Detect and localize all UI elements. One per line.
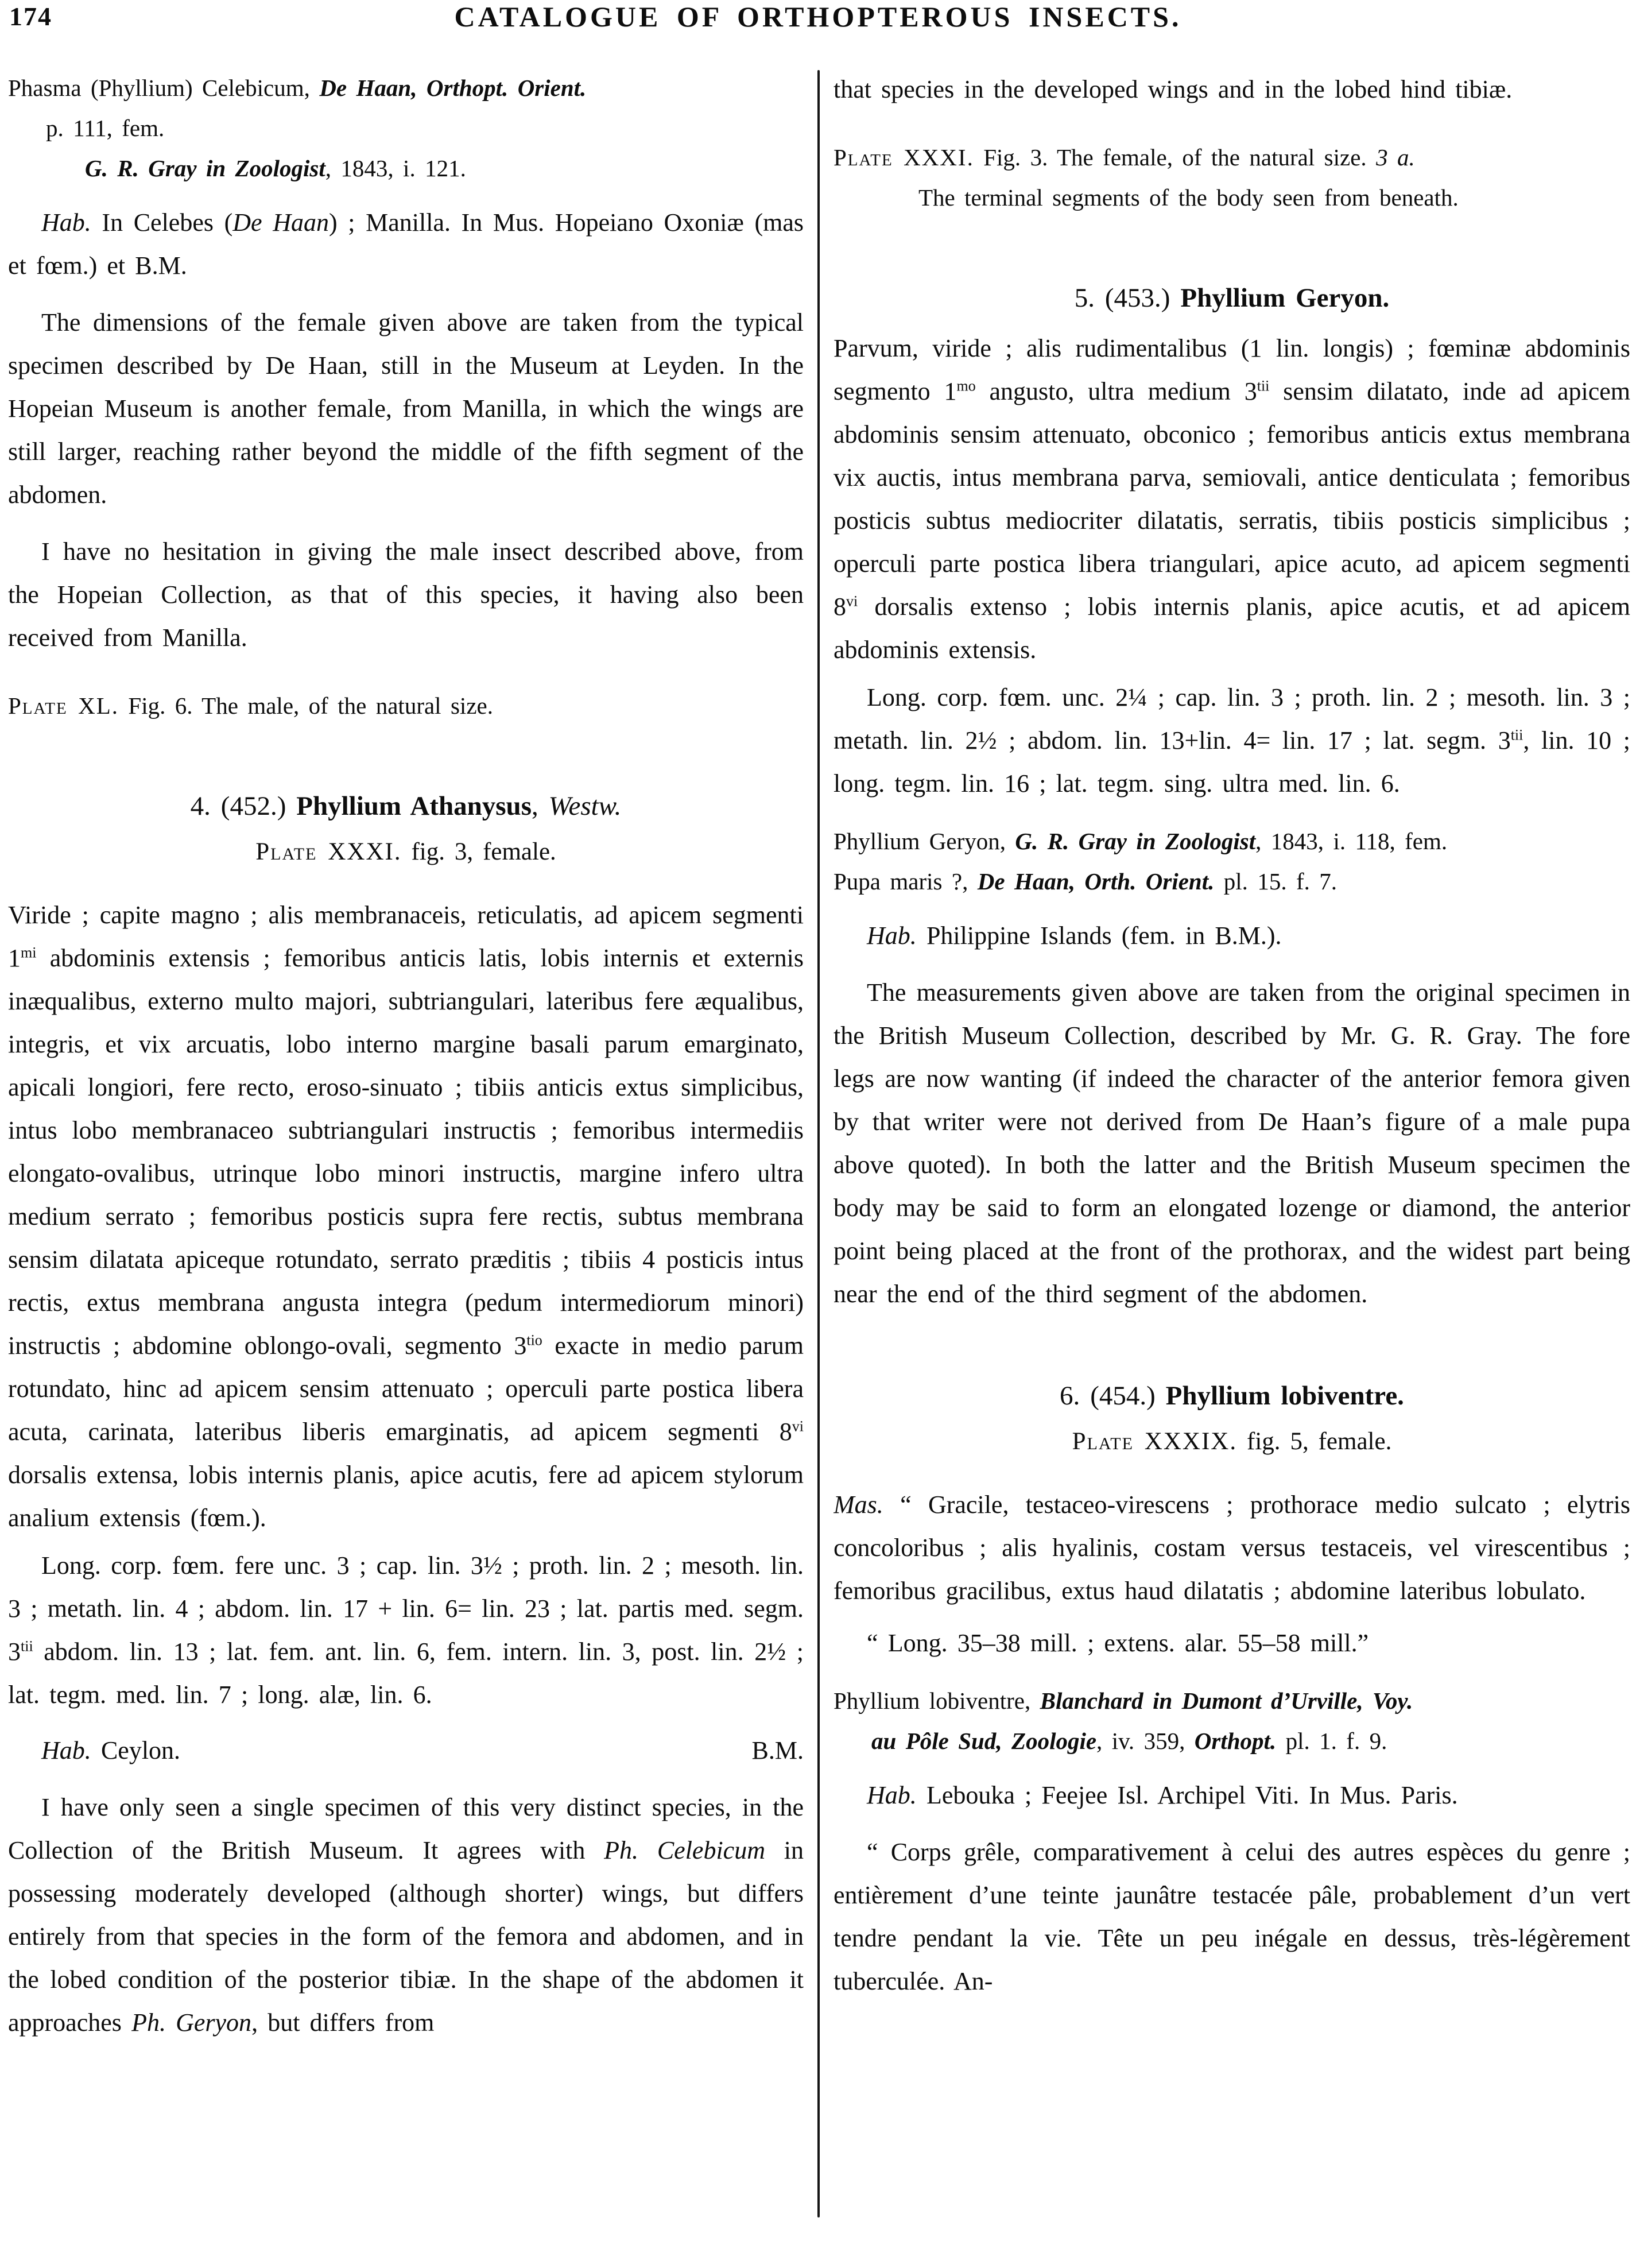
text-run: Ph. Geryon [131,2008,252,2037]
text-run: The measurements given above are taken from the original specimen in the British Museum Collection, described by Mr. G. R. Gray. The fore legs are now wanting (if indeed the character of the anterior femora given by that writer were not derived from De Haan’s figure of a male pupa above quoted). In both the latter and the British Museum specimen the body may be said to form an elongated lozenge or diamond, the anterior point being placed at the front of the prothorax, and the widest part being near the end of the third segment of the abdomen. [833,978,1630,1308]
plate-xxxix-subheading [833,1425,1630,1459]
text-run: I have only seen a single specimen of this very distinct species, in the Collection of the British Museum. It agrees with [8,1793,804,1864]
text-run: p. 111, fem. [46,115,165,141]
text-run: In Celebes ( [91,208,233,237]
paragraph-no-hesitation [8,530,804,659]
latin-description-geryon [833,327,1630,671]
latin-description-athanysus [8,893,804,1539]
text-run: Westw. [548,791,622,821]
page-number: 174 [9,2,52,31]
text-run: 5. (453.) [1074,283,1181,313]
text-run: Fig. 6. The male, of the natural size. [119,692,493,719]
text-run: mo [956,377,976,394]
text-run: Plate XXXI. [833,144,974,171]
citation-pupa-maris [833,861,1630,901]
text-run: Long. corp. fœm. unc. 2¼ ; cap. lin. 3 ; proth. lin. 2 ; mesoth. lin. 3 ; metath. lin. 2½ ; abdom. lin. 13+lin. 4= lin. 17 ; lat. segm. 3 [833,683,1630,754]
text-run: Phyllium lobiventre, [833,1688,1040,1714]
text-run: Fig. 3. The female, of the natural size. [974,144,1377,171]
text-run: Blanchard in Dumont d’Urville, Voy. [1040,1688,1413,1714]
text-run: Phasma (Phyllium) Celebicum, [8,75,320,101]
plate-xl-caption [8,686,804,726]
paragraph-continuation [833,68,1630,111]
species-heading-453 [833,280,1630,316]
habitat-philippines [833,914,1630,957]
measurements-athanysus [8,1544,804,1716]
species-heading-454 [833,1377,1630,1414]
text-run: Mas. [833,1491,883,1519]
text-run: Plate XXXIX. [1072,1428,1238,1455]
text-run: Plate XXXI. [255,838,402,865]
paragraph-dimensions [8,301,804,516]
text-run: Hab. [41,208,91,237]
text-run: in possessing moderately developed (although shorter) wings, but differs entirely from that species in the form of the femora and abdomen, and in the lobed condition of the posterior tibiæ. In the shape of the abdomen it approaches [8,1836,804,2037]
plate-xxxi-subheading [8,835,804,869]
text-run: , 1843, i. 121. [325,155,466,181]
text-run: Long. corp. fœm. fere unc. 3 ; cap. lin. 3½ ; proth. lin. 2 ; mesoth. lin. 3 ; metath. lin. 4 ; abdom. lin. 17 + lin. 6= lin. 23 ; lat. partis med. segm. 3 [8,1551,804,1666]
citation-phasma-celebicum [8,68,804,148]
text-run: Ph. Celebicum [604,1836,765,1864]
text-run: Phyllium Geryon, [833,828,1015,854]
text-run: , 1843, i. 118, fem. [1255,828,1448,854]
text-run: dorsalis extensa, lobis internis planis, apice acutis, fere ad apicem stylorum analium extensis (fœm.). [8,1461,804,1532]
measurements-lobiventre-quote [833,1621,1630,1665]
text-run: The terminal segments of the body seen from beneath. [918,184,1459,211]
habitat-ceylon [8,1729,804,1772]
text-run: 4. (452.) [190,791,297,821]
paragraph-mas-gracile [833,1483,1630,1612]
text-run: fig. 3, female. [401,838,556,865]
text-run: G. R. Gray in Zoologist [1015,828,1256,854]
text-run: pl. 15. f. 7. [1214,868,1338,895]
left-column [8,68,804,2261]
museum-abbrev: B.M. [751,1736,804,1764]
text-run: exacte in medio parum rotundato, hinc ad apicem sensim attenuato ; operculi parte postica libera acuta, carinata, lateribus liberis emarginatis, ad apicem segmenti 8 [8,1332,804,1446]
measurements-geryon [833,676,1630,805]
right-column [833,68,1630,2261]
text-run: Philippine Islands (fem. in B.M.). [916,922,1282,950]
text-run: Phyllium Geryon. [1180,283,1390,313]
text-run: De Haan, Orthopt. Orient. [319,75,587,101]
text-run: vi [846,593,858,610]
text-run: Parvum, viride ; alis rudimentalibus (1 lin. longis) ; fœminæ abdominis segmento 1 [833,334,1630,405]
text-run: Orthopt. [1194,1728,1277,1754]
text-run: I have no hesitation in giving the male insect described above, from the Hopeian Collection, as that of this species, it having also been received from Manilla. [8,537,804,652]
text-run: De Haan, Orth. Orient. [977,868,1215,895]
text-run: mi [21,944,37,961]
paragraph-corps-grele [833,1830,1630,2003]
paragraph-measurements-note [833,971,1630,1315]
text-run: fig. 5, female. [1237,1428,1392,1455]
running-head [0,0,1636,63]
column-divider-rule [817,70,820,2217]
text-run: tii [1510,726,1523,744]
text-run: 3 a. [1376,144,1415,171]
text-run: Hab. [867,922,917,950]
text-run: sensim dilatato, inde ad apicem abdominis sensim attenuato, obconico ; femoribus anticis extus membrana vix auctis, intus membrana parva, semiovali, antice denticulata ; femoribus posticis subtus mediocriter dilatatis, serratis, tibiis posticis simplicibus ; operculi parte postica libera triangulari, apice acuto, ad apicem segmenti 8 [833,377,1630,621]
text-run: G. R. Gray in Zoologist [85,155,325,181]
habitat-lebouka [833,1774,1630,1817]
text-run: Phyllium lobiventre. [1165,1381,1404,1411]
text-run: 6. (454.) [1060,1381,1166,1411]
text-run: tii [1257,377,1270,394]
text-run: au Pôle Sud, Zoologie [871,1728,1097,1754]
text-run: tii [21,1638,33,1655]
citation-gray-zoologist-121 [85,148,804,188]
habitat-celebes [8,201,804,287]
text-run: Hab. [41,1736,91,1764]
text-run: , lin. 10 ; long. tegm. lin. 16 ; lat. tegm. sing. ultra med. lin. 6. [833,726,1630,798]
text-run: abdominis extensis ; femoribus anticis latis, lobis internis et externis inæqualibus, externo multo majori, subtriangulari, lateribus fere æqualibus, integris, et vix arcuatis, lobo interno margine basali parum emarginato, apicali longiori, fere recto, eroso-sinuato ; tibiis anticis extus simplicibus, intus lobo membranaceo subtriangulari instructis ; femoribus intermediis elongato-ovalibus, utrinque lobo minori instructis, margine infero ultra medium serrato ; femoribus posticis supra fere rectis, subtus membrana sensim dilatata apiceque rotundato, serrato præditis ; tibiis 4 posticis intus rectis, extus membrana angusta integra (pedum intermediorum minori) instructis ; abdomine oblongo-ovali, segmento 3 [8,944,804,1360]
text-run: “ Gracile, testaceo-virescens ; prothorace medio sulcato ; elytris concoloribus ; alis hyalinis, costam versus testaceis, vel virescentibus ; femoribus gracilibus, extus haud dilatatis ; abdomine lateribus lobulato. [833,1491,1630,1605]
text-run: pl. 1. f. 9. [1276,1728,1387,1754]
text-run: , but differs from [251,2008,435,2037]
text-run: “ Corps grêle, comparativement à celui des autres espèces du genre ; entièrement d’une teinte jaunâtre testacée pâle, probablement d’un vert tendre pendant la vie. Tête un peu inégale en dessus, très-légèrement tuberculée. An- [833,1838,1630,1995]
text-run: The dimensions of the female given above are taken from the typical specimen described by De Haan, still in the Museum at Leyden. In the Hopeian Museum is another female, from Manilla, in which the wings are still larger, reaching rather beyond the middle of the fifth segment of the abdomen. [8,308,804,509]
text-run: dorsalis extenso ; lobis internis planis, apice acutis, et ad apicem abdominis extensis. [833,593,1630,664]
text-run: that species in the developed wings and in the lobed hind tibiæ. [833,75,1513,103]
text-run: angusto, ultra medium 3 [975,377,1257,405]
text-run: “ Long. 35–38 mill. ; extens. alar. 55–58 mill.” [867,1629,1369,1657]
text-run: tio [526,1332,542,1349]
text-run: Viride ; capite magno ; alis membranaceis, reticulatis, ad apicem segmenti 1 [8,901,804,972]
citation-lobiventre-blanchard [833,1681,1630,1761]
text-run: Pupa maris ?, [833,868,978,895]
text-run: Plate XL. [8,692,119,719]
citation-geryon-gray [833,821,1630,861]
text-run: De Haan [232,208,329,237]
text-run: vi [792,1418,804,1435]
page-title: CATALOGUE OF ORTHOPTEROUS INSECTS. [454,1,1182,33]
text-run: Hab. [867,1781,917,1809]
text-run: Lebouka ; Feejee Isl. Archipel Viti. In Mus. Paris. [916,1781,1458,1809]
text-run: ) ; Manilla. In Mus. Hopeiano Oxoniæ (mas et fœm.) et B.M. [8,208,804,280]
text-run: , [532,791,549,821]
species-heading-452 [8,788,804,825]
text-run: , iv. 359, [1096,1728,1195,1754]
plate-xxxi-caption [833,137,1630,218]
text-run: Phyllium Athanysus [296,791,532,821]
text-run: Ceylon. [91,1736,181,1764]
paragraph-single-specimen [8,1786,804,2044]
text-run: abdom. lin. 13 ; lat. fem. ant. lin. 6, fem. intern. lin. 3, post. lin. 2½ ; lat. tegm. med. lin. 7 ; long. alæ, lin. 6. [8,1638,804,1709]
